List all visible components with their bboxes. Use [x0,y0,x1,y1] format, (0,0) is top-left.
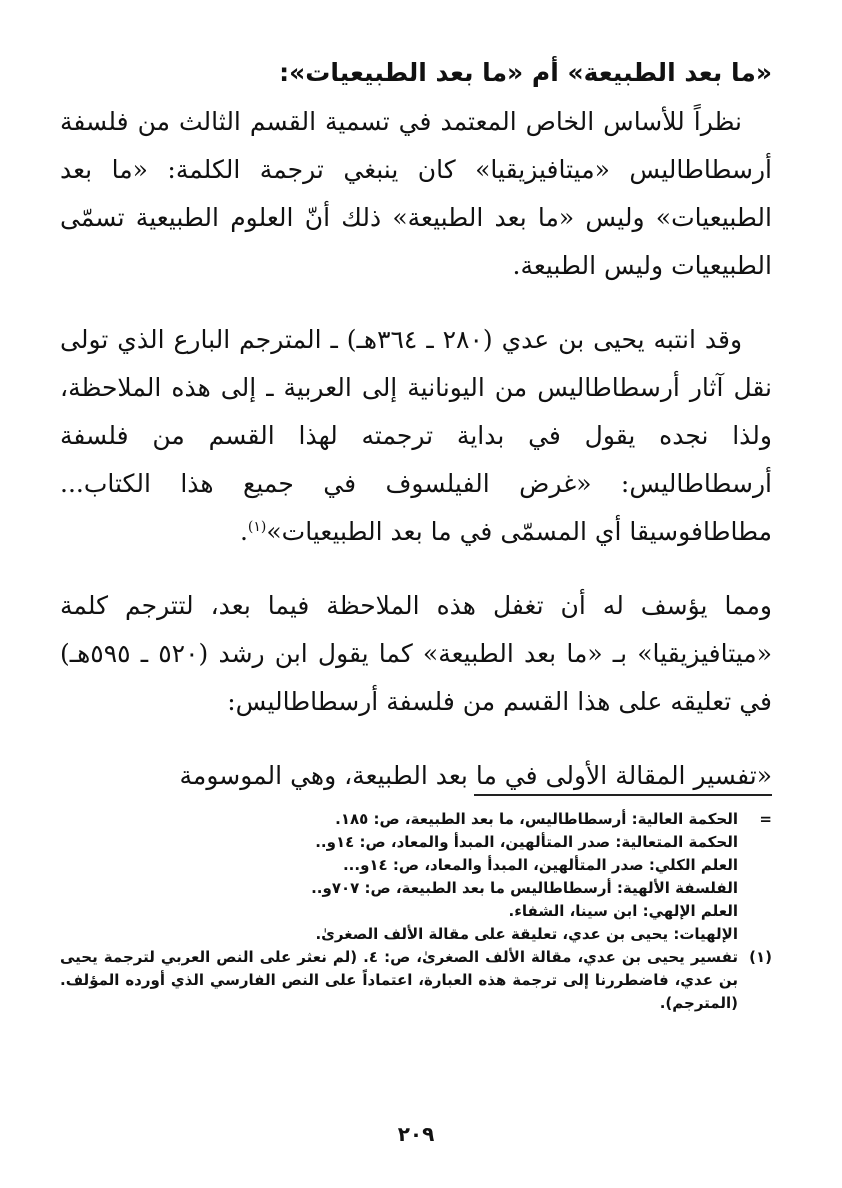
footnote-line: العلم الكلي: صدر المتألهين، المبدأ والمعاد، ص: ١٤و... [342,856,738,874]
footnote-1-text: تفسير يحيى بن عدي، مقالة الألف الصغرىٰ، ص: ٤. (لم نعثر على النص العربي لترجمة يحيى بن عدي، فاضطررنا إلى ترجمة هذه العبارة، اعتماداً على النص الفارسي الذي أورده المؤلف. (المترجم). [60,948,738,1012]
footnote-reference-1[interactable]: (١) [247,519,267,535]
paragraph-4-text: «تفسير المقالة الأولى في ما بعد الطبيعة، وهي الموسومة [179,761,772,790]
footnote-line: الإلهيات: يحيى بن عدي، تعليقة على مقالة الألف الصغرىٰ. [315,925,738,943]
paragraph-1 [60,98,772,290]
paragraph-2-text: وقد انتبه يحيى بن عدي (٢٨٠ ـ ٣٦٤هـ) ـ المترجم البارع الذي تولى نقل آثار أرسطاطاليس من اليونانية إلى العربية ـ إلى هذه الملاحظة، ولذا نجده يقول في بداية ترجمته لهذا القسم من فلسفة أرسطاطاليس: «غرض الفيلسوف في جميع هذا الكتاب... مطاطافوسيقا أي المسمّى في ما بعد الطبيعيات» [60,325,772,546]
footnote-1 [60,946,772,1015]
paragraph-2-tail: . [239,517,248,546]
paragraph-3-text: ومما يؤسف له أن تغفل هذه الملاحظة فيما بعد، لتترجم كلمة «ميتافيزيقيا» بـ «ما بعد الطبيعة» كما يقول ابن رشد (٥٢٠ ـ ٥٩٥هـ) في تعليقه على هذا القسم من فلسفة أرسطاطاليس: [60,591,772,716]
paragraph-1-text: نظراً للأساس الخاص المعتمد في تسمية القسم الثالث من فلسفة أرسطاطاليس «ميتافيزيقيا» كان ينبغي ترجمة الكلمة: «ما بعد الطبيعيات» وليس «ما بعد الطبيعة» ذلك أنّ العلوم الطبيعية تسمّى الطبيعيات وليس الطبيعة. [60,107,772,280]
footnotes [60,808,772,1015]
paragraph-3 [60,582,772,726]
document-page [60,50,772,1150]
paragraph-2 [60,316,772,556]
page-number: ٢٠٩ [397,1122,435,1146]
footnote-line: الحكمة العالية: أرسطاطاليس، ما بعد الطبيعة، ص: ١٨٥. [335,810,738,828]
footnote-separator [474,794,772,796]
section-heading: «ما بعد الطبيعة» أم «ما بعد الطبيعيات»: [279,58,772,87]
paragraph-4-quote [60,752,772,800]
footnote-1-mark: (١) [749,948,772,966]
footnote-line: العلم الإلهي: ابن سينا، الشفاء. [508,902,738,920]
footnote-line: الفلسفة الألهية: أرسطاطاليس ما بعد الطبيعة، ص: ٧٠٧و.. [311,879,738,897]
footnote-1-body [60,946,738,1015]
footnote-continued-mark: = [759,810,772,828]
footnote-continued [60,808,772,946]
footnote-line: الحكمة المتعالية: صدر المتألهين، المبدأ والمعاد، ص: ١٤و.. [315,833,738,851]
footnote-continued-body [60,808,738,946]
